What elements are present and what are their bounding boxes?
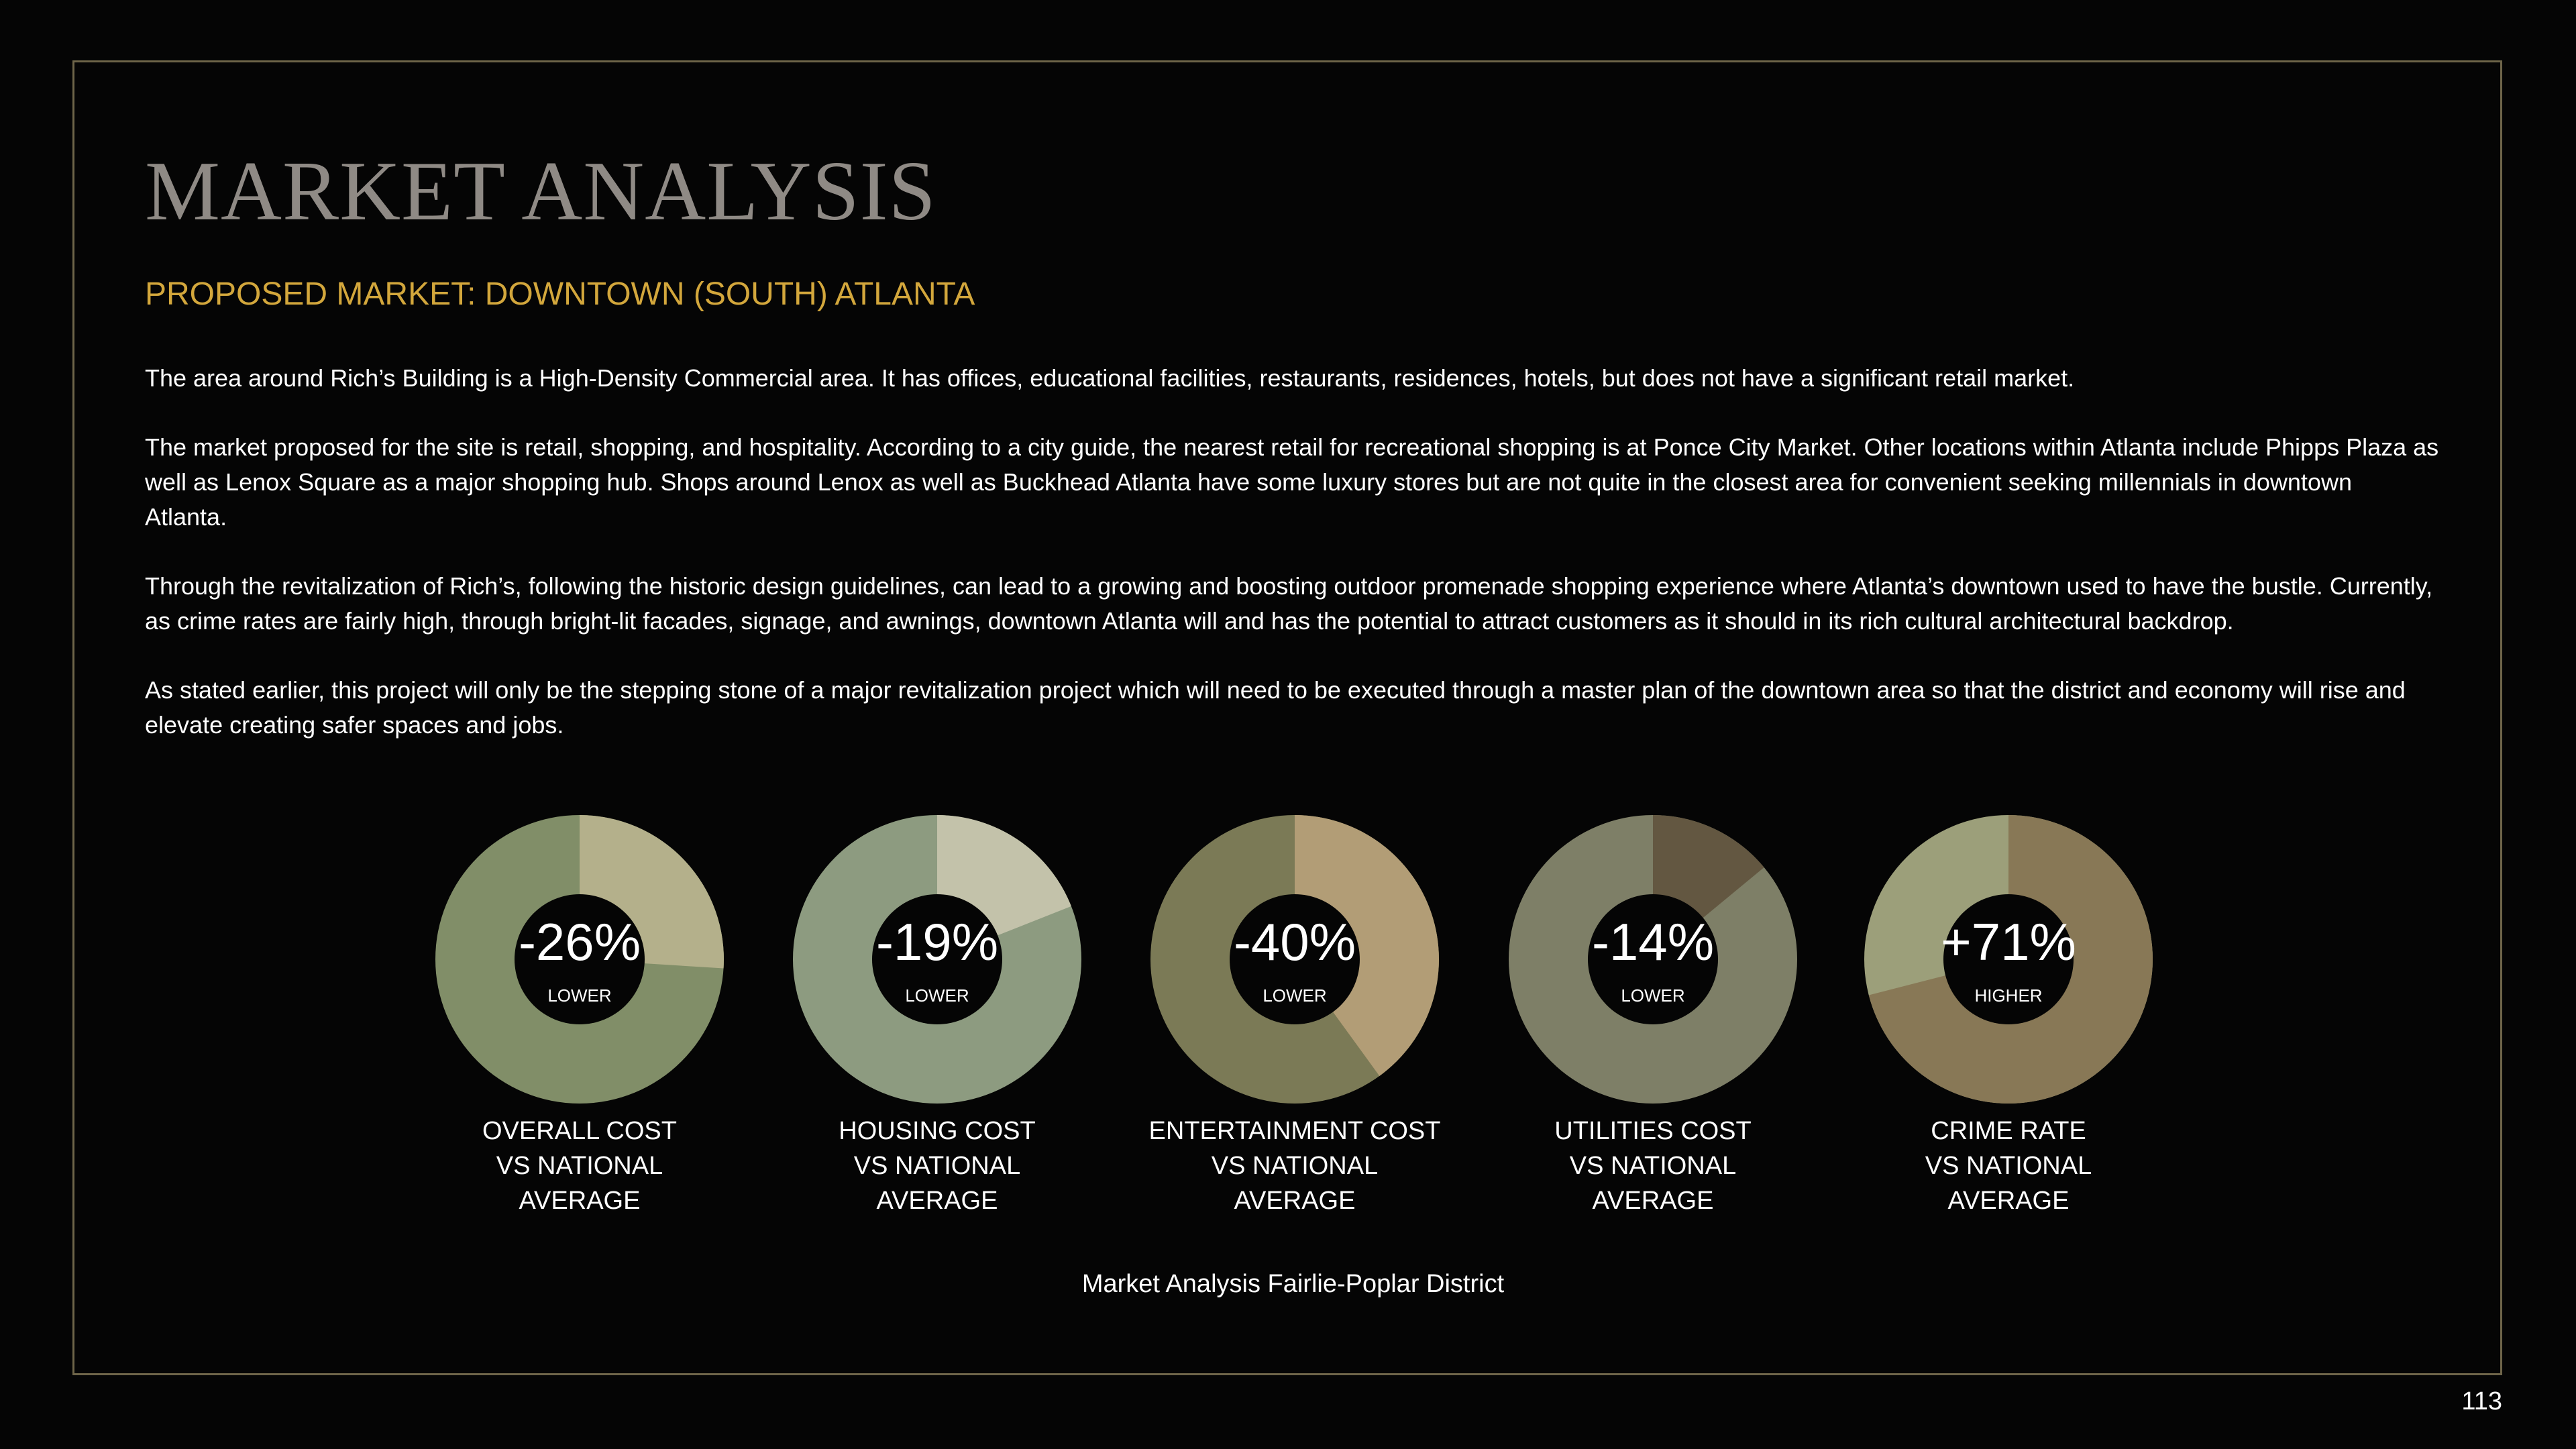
donut-direction: LOWER	[547, 985, 612, 1006]
figure-caption: Market Analysis Fairlie-Poplar District	[1081, 1270, 1505, 1298]
donut-direction: HIGHER	[1974, 985, 2043, 1006]
donut-label: ENTERTAINMENT COST VS NATIONAL AVERAGE	[1148, 1117, 1441, 1215]
donut-label: OVERALL COST VS NATIONAL AVERAGE	[482, 1117, 677, 1215]
donut-chart	[378, 815, 781, 1231]
paragraph-1: The area around Rich’s Building is a High-Density Commercial area. It has offices, educational facilities, restaurants, residences, hotels, but does not have a significant retail market.	[145, 364, 2075, 392]
donut-percentage: -26%	[518, 912, 641, 971]
donut-percentage: -19%	[875, 912, 999, 971]
paragraph-2: The market proposed for the site is retail, shopping, and hospitality. According to a city guide, the nearest retail for recreational shopping is at Ponce City Market. Other locations within Atlanta include Phipps Plaza as well as Lenox Square as a major shopping hub. Shops around Lenox as well as Buckhead Atlanta have some luxury stores but are not quite in the closest area for convenient seeking millennials in downtown Atlanta.	[145, 433, 2439, 531]
page-number: 113	[2461, 1387, 2502, 1415]
donut-percentage: +71%	[1941, 912, 2076, 971]
body-text	[145, 361, 2439, 777]
donut-charts	[0, 815, 2576, 1231]
donut-percentage: -14%	[1591, 912, 1715, 971]
paragraph-3: Through the revitalization of Rich’s, following the historic design guidelines, can lead to a growing and boosting outdoor promenade shopping experience where Atlanta’s downtown used to have the bustle. Currently, as crime rates are fairly high, through bright-lit facades, signage, and awnings, downtown Atlanta will and has the potential to attract customers as it should in its rich cultural architectural backdrop.	[145, 572, 2433, 635]
paragraph-4: As stated earlier, this project will only be the stepping stone of a major revitalization project which will need to be executed through a master plan of the downtown area so that the district and economy will rise and elevate creating safer spaces and jobs.	[145, 676, 2406, 739]
donut-chart	[1807, 815, 2210, 1231]
donut-label: HOUSING COST VS NATIONAL AVERAGE	[839, 1117, 1036, 1215]
donut-direction: LOWER	[1263, 985, 1327, 1006]
donut-chart	[1093, 815, 1496, 1231]
page-subtitle: PROPOSED MARKET: DOWNTOWN (SOUTH) ATLANTA	[145, 276, 975, 312]
donut-label: CRIME RATE VS NATIONAL AVERAGE	[1925, 1117, 2092, 1215]
donut-direction: LOWER	[1621, 985, 1685, 1006]
donut-percentage: -40%	[1233, 912, 1356, 971]
donut-chart	[736, 815, 1138, 1231]
donut-direction: LOWER	[905, 985, 969, 1006]
donut-chart	[1452, 815, 1854, 1231]
donut-label: UTILITIES COST VS NATIONAL AVERAGE	[1554, 1117, 1752, 1215]
page-title: MARKET ANALYSIS	[145, 145, 936, 238]
